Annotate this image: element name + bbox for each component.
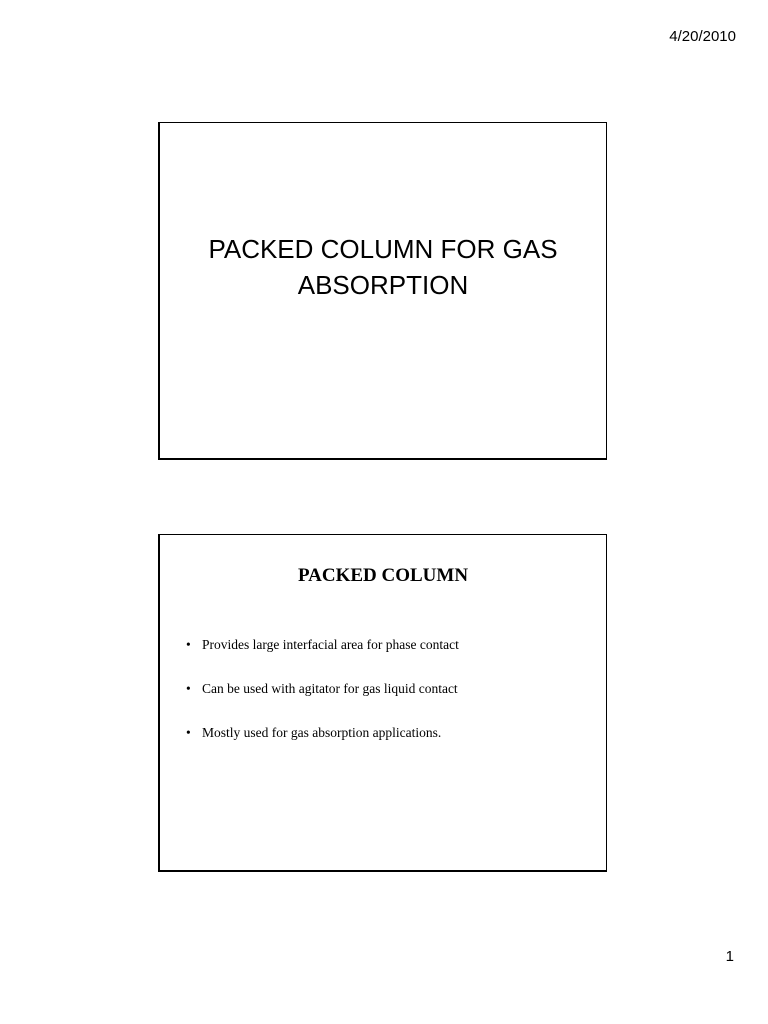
page-date: 4/20/2010	[669, 28, 736, 45]
bullet-text: Mostly used for gas absorption applications.	[202, 725, 442, 740]
bullet-text: Can be used with agitator for gas liquid contact	[202, 681, 458, 696]
slide-2-title: PACKED COLUMN	[297, 565, 469, 586]
bullet-text: Provides large interfacial area for phase contact	[202, 637, 459, 652]
bullet-item	[186, 681, 596, 697]
bullet-icon: •	[186, 725, 191, 740]
bullet-item	[186, 725, 596, 741]
bullet-item	[186, 637, 596, 653]
slide-1-title: PACKED COLUMN FOR GAS ABSORPTION	[208, 234, 558, 300]
slide-2	[158, 534, 607, 872]
bullet-icon: •	[186, 637, 191, 652]
slide-1	[158, 122, 607, 460]
bullet-icon: •	[186, 681, 191, 696]
bullet-list	[186, 637, 596, 769]
page-number: 1	[725, 948, 734, 965]
